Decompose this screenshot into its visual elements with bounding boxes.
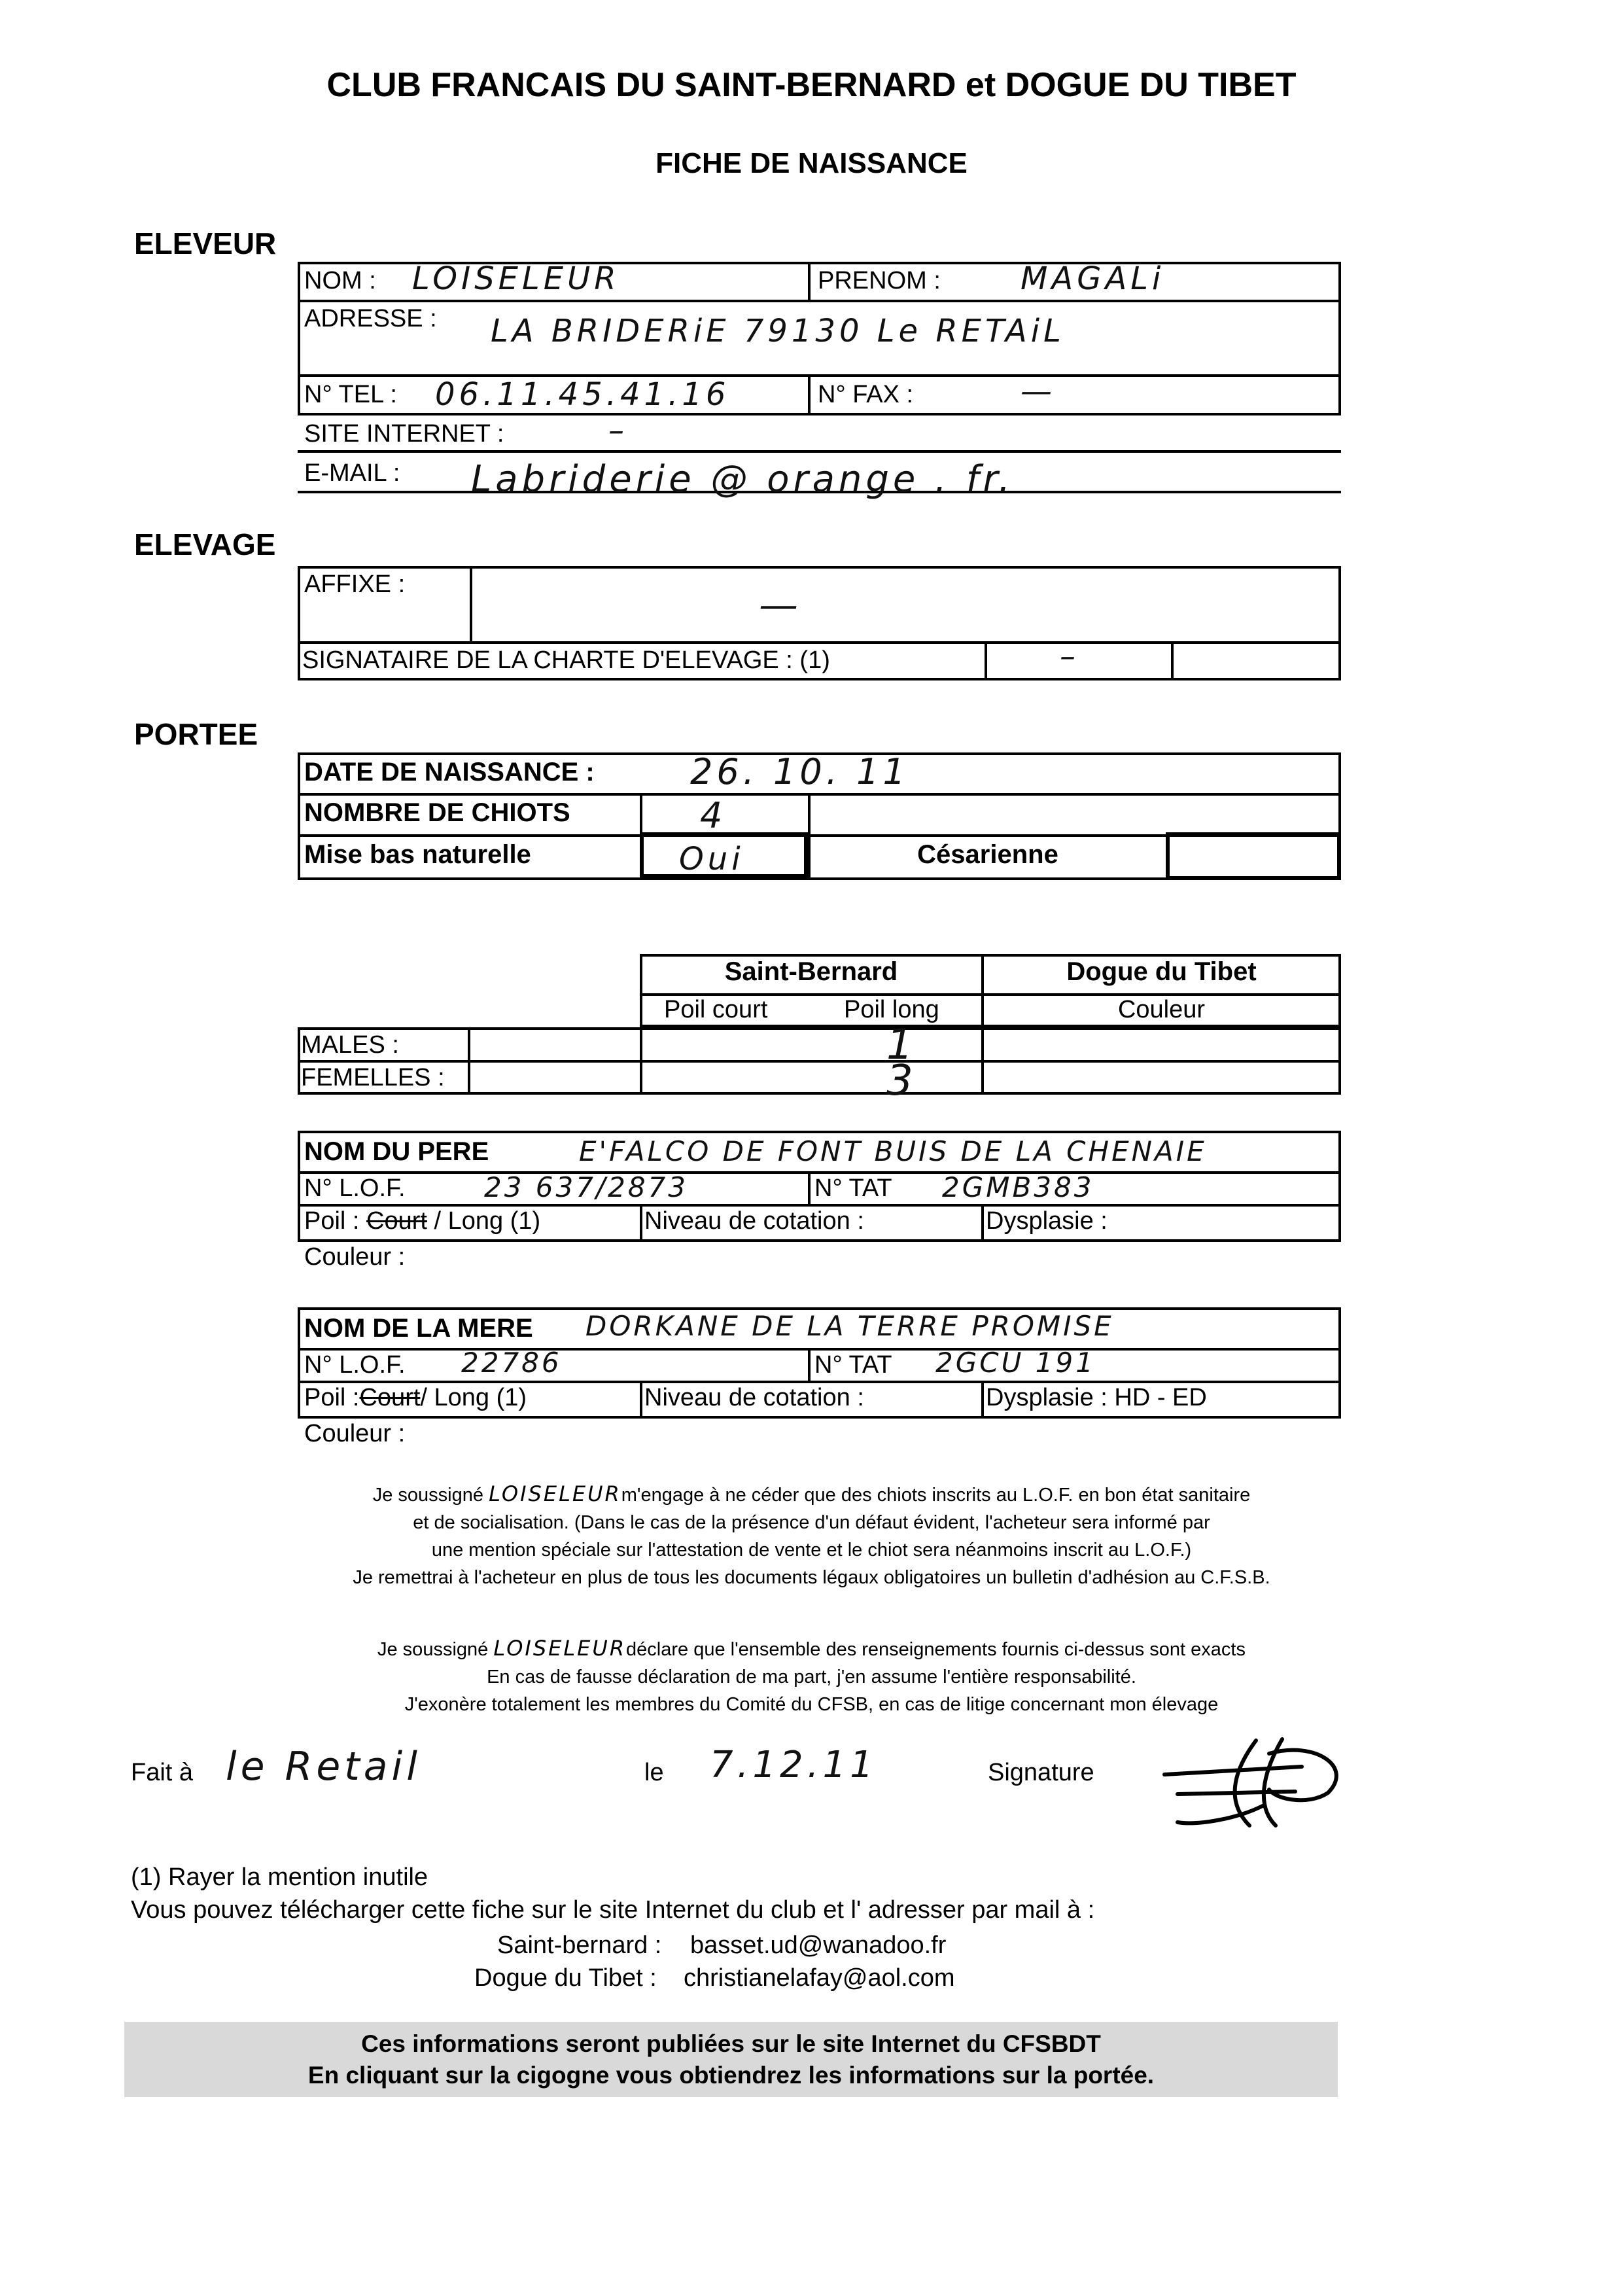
download-note: Vous pouvez télécharger cette fiche sur le site Internet du club et l' adresser par mail à : — [131, 1896, 1095, 1924]
section-elevage: ELEVAGE — [134, 527, 276, 561]
divider — [468, 1027, 470, 1095]
mere-value: DORKANE DE LA TERRE PROMISE — [585, 1310, 1114, 1342]
divider — [298, 1381, 1341, 1383]
divider — [298, 793, 1341, 796]
divider — [808, 793, 811, 880]
affixe-value: — — [759, 582, 802, 628]
divider — [808, 374, 811, 415]
poil-court-header: Poil court — [664, 996, 768, 1023]
charte-value: – — [1060, 638, 1079, 675]
date-value: 26. 10. 11 — [690, 751, 909, 792]
nombre-value: 4 — [700, 795, 727, 836]
banner-line-1: Ces informations seront publiées sur le site Internet du CFSBDT — [361, 2030, 1101, 2057]
divider — [808, 1171, 811, 1204]
divider — [470, 566, 472, 641]
tel-value: 06.11.45.41.16 — [435, 376, 730, 413]
cesarienne-label: Césarienne — [917, 840, 1058, 869]
mere-label: NOM DE LA MERE — [304, 1314, 533, 1343]
affixe-label: AFFIXE : — [304, 571, 406, 598]
rayer-note: (1) Rayer la mention inutile — [131, 1863, 428, 1891]
divider — [808, 262, 811, 300]
pere-cotation-label: Niveau de cotation : — [644, 1207, 864, 1235]
date-signed: 7.12.11 — [710, 1744, 877, 1786]
sb-contact-label: Saint-bernard : — [497, 1932, 662, 1959]
pere-lof-value: 23 637/2873 — [484, 1171, 688, 1203]
page-subtitle: FICHE DE NAISSANCE — [655, 147, 968, 179]
sb-header: Saint-Bernard — [724, 957, 898, 986]
nom-label: NOM : — [304, 267, 376, 294]
prenom-label: PRENOM : — [818, 267, 941, 294]
mere-tat-label: N° TAT — [814, 1351, 892, 1379]
divider — [981, 1204, 984, 1242]
pere-lof-label: N° L.O.F. — [304, 1174, 406, 1202]
divider — [298, 450, 1341, 453]
site-value: – — [608, 412, 628, 449]
section-eleveur: ELEVEUR — [134, 226, 277, 260]
mere-tat-value: 2GCU 191 — [935, 1347, 1096, 1379]
pere-value: E'FALCO DE FONT BUIS DE LA CHENAIE — [579, 1135, 1207, 1167]
poil-long-header: Poil long — [844, 996, 939, 1023]
dt-contact-label: Dogue du Tibet : — [474, 1964, 657, 1992]
info-banner — [124, 2022, 1338, 2097]
divider — [640, 1381, 642, 1419]
divider — [298, 1060, 1341, 1063]
cesarienne-box — [1166, 832, 1341, 880]
adresse-value: LA BRIDERiE 79130 Le RETAiL — [491, 313, 1065, 349]
divider — [808, 1348, 811, 1381]
femelles-value: 3 — [886, 1057, 917, 1105]
fax-label: N° FAX : — [818, 381, 914, 408]
fait-value: le Retail — [226, 1744, 421, 1790]
pere-label: NOM DU PERE — [304, 1137, 489, 1166]
pere-tat-label: N° TAT — [814, 1174, 892, 1202]
divider — [298, 1348, 1341, 1351]
sb-email-link[interactable]: basset.ud@wanadoo.fr — [690, 1932, 947, 1959]
page-title: CLUB FRANCAIS DU SAINT-BERNARD et DOGUE DU TIBET — [326, 66, 1297, 104]
mere-dysplasie-label: Dysplasie : HD - ED — [986, 1384, 1207, 1411]
mere-poil: Poil :Court/ Long (1) — [304, 1384, 527, 1411]
males-label: MALES : — [301, 1031, 399, 1059]
mise-bas-value: Oui — [679, 841, 744, 877]
signature-drawing — [1158, 1727, 1354, 1832]
males-value: 1 — [886, 1021, 917, 1069]
banner-line-2: En cliquant sur la cigogne vous obtiendrez les informations sur la portée. — [307, 2062, 1155, 2089]
couleur-header: Couleur — [1117, 996, 1206, 1023]
divider — [640, 1027, 642, 1095]
mere-lof-value: 22786 — [461, 1347, 562, 1379]
divider — [298, 641, 1341, 644]
prenom-value: MAGALi — [1021, 260, 1165, 297]
pere-tat-value: 2GMB383 — [942, 1171, 1094, 1203]
divider — [640, 1204, 642, 1242]
fait-label: Fait à — [131, 1759, 194, 1786]
divider — [981, 1381, 984, 1419]
nombre-label: NOMBRE DE CHIOTS — [304, 798, 570, 827]
mise-bas-label: Mise bas naturelle — [304, 840, 531, 869]
divider — [298, 1171, 1341, 1174]
divider — [298, 300, 1341, 302]
mere-couleur-label: Couleur : — [304, 1420, 406, 1447]
engagement-paragraph-2: Je soussigné LOISELEURdéclare que l'ensemble des renseignements fournis ci-dessus sont exacts En cas de fausse déclaration de ma part, j'en assume l'entière responsabilité. J'exonère totalement les membres du Comité du CFSB, en cas de litige concernant mon élevage — [377, 1636, 1246, 1715]
dt-header: Dogue du Tibet — [1066, 957, 1257, 986]
fax-value: — — [1021, 373, 1056, 410]
nom-value: LOISELEUR — [412, 260, 620, 297]
femelles-label: FEMELLES : — [301, 1064, 445, 1091]
section-portee: PORTEE — [134, 717, 258, 751]
adresse-label: ADRESSE : — [304, 305, 437, 332]
tel-label: N° TEL : — [304, 381, 397, 408]
date-label: DATE DE NAISSANCE : — [304, 758, 595, 786]
pere-couleur-label: Couleur : — [304, 1243, 406, 1271]
le-label: le — [644, 1759, 664, 1786]
signature-label: Signature — [988, 1759, 1094, 1786]
mere-cotation-label: Niveau de cotation : — [644, 1384, 864, 1411]
divider — [298, 1204, 1341, 1207]
mere-lof-label: N° L.O.F. — [304, 1351, 406, 1379]
dt-email-link[interactable]: christianelafay@aol.com — [684, 1964, 955, 1992]
pere-dysplasie-label: Dysplasie : — [986, 1207, 1108, 1235]
divider — [1171, 641, 1174, 680]
email-value: Labriderie @ orange . fr. — [471, 458, 1015, 501]
engagement-paragraph-1: Je soussigné LOISELEURm'engage à ne céder que des chiots inscrits au L.O.F. en bon état sanitaire et de socialisation. (Dans le cas de la présence d'un défaut évident, l'acheteur sera informé par une mention spéciale sur l'attestation de vente et le chiot sera néanmoins inscrit au L.O.F.) Je remettrai à l'acheteur en plus de tous les documents légaux obligatoires un bulletin d'adhésion au C.F.S.B. — [353, 1481, 1270, 1588]
charte-label: SIGNATAIRE DE LA CHARTE D'ELEVAGE : (1) — [302, 646, 830, 674]
divider — [985, 641, 987, 680]
email-label: E-MAIL : — [304, 459, 400, 487]
site-label: SITE INTERNET : — [304, 420, 504, 448]
pere-poil: Poil : Court / Long (1) — [304, 1207, 541, 1235]
